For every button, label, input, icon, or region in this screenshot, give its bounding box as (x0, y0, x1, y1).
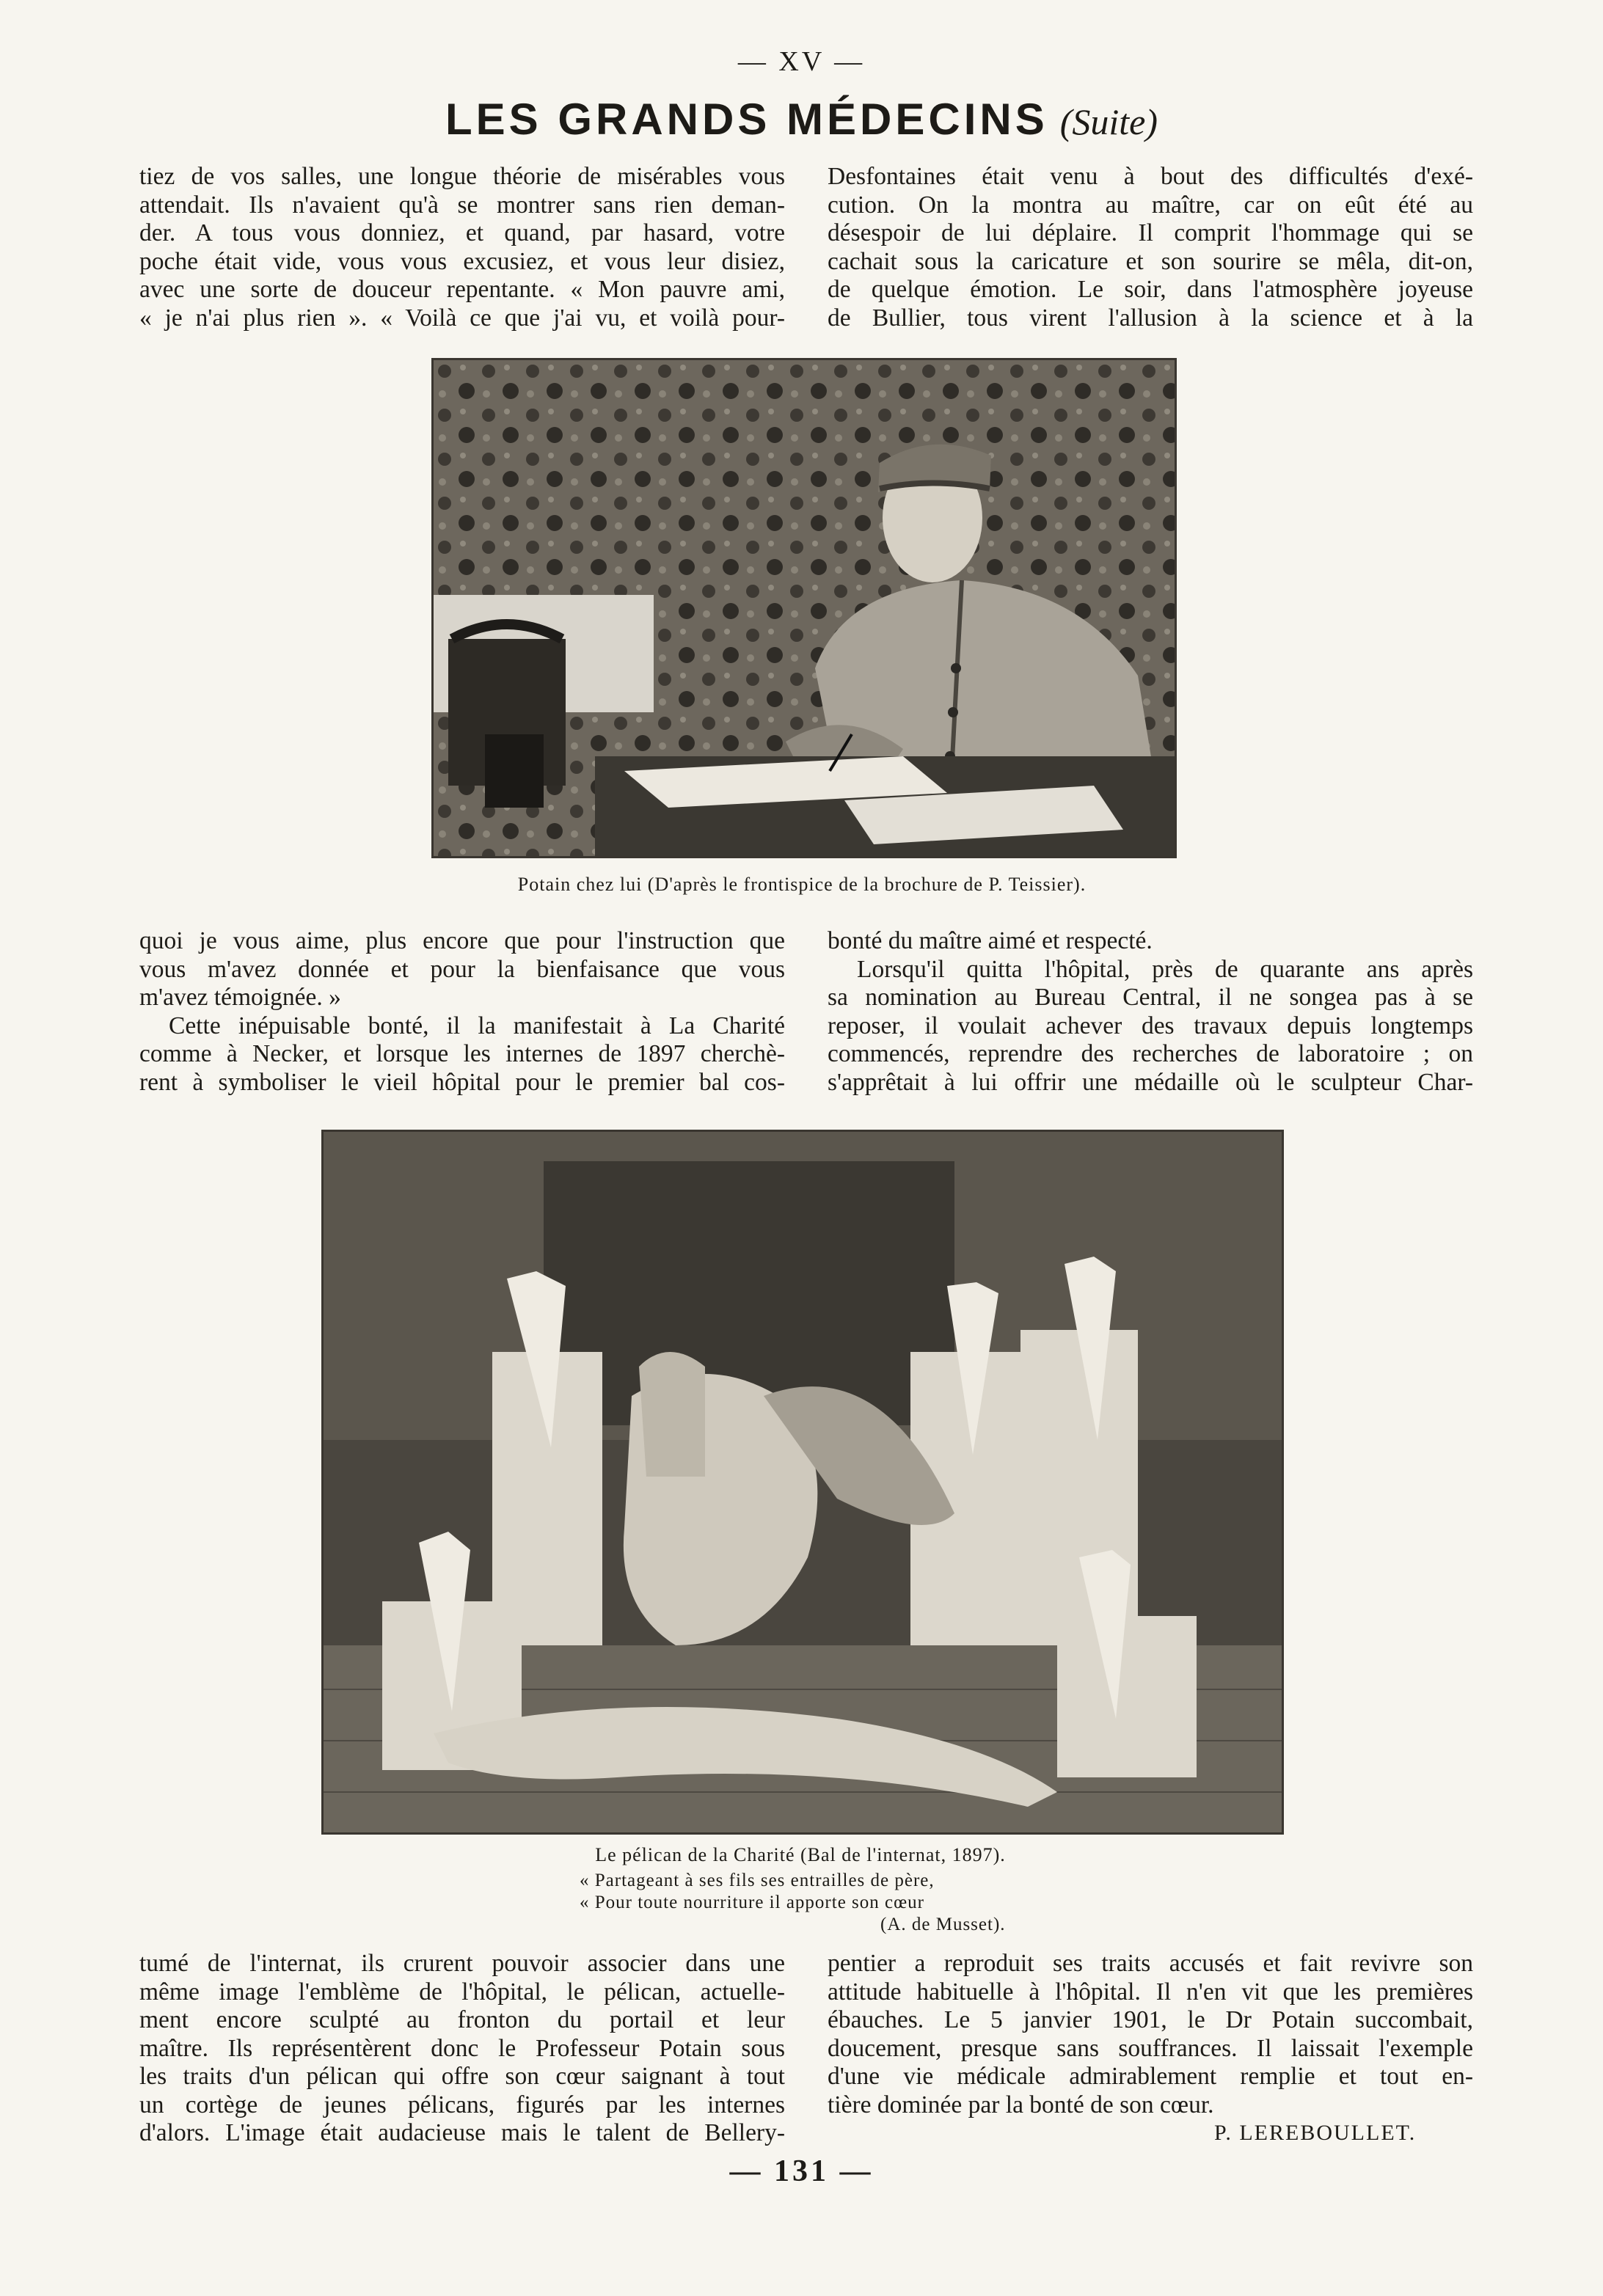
text-line: tière dominée par la bonté de son cœur. (828, 2091, 1214, 2118)
text-line: attendait. Ils n'avaient qu'à se montrer sans rien deman- (139, 191, 785, 219)
photo1-caption: Potain chez lui (D'après le frontispice de la brochure de P. Teissier). (517, 874, 1087, 895)
text-line: Lorsqu'il quitta l'hôpital, près de quarante ans après (857, 955, 1473, 983)
potain-portrait-illustration (434, 360, 1175, 856)
text-line: de Bullier, tous virent l'allusion à la science et à la (828, 304, 1473, 332)
text-line: s'apprêtait à lui offrir une médaille où le sculpteur Char- (828, 1068, 1473, 1096)
text-column-left-2 (139, 927, 785, 1097)
text-line: commencés, reprendre des recherches de laboratoire ; on (828, 1040, 1473, 1067)
text-line: même image l'emblème de l'hôpital, le pélican, actuelle- (139, 1978, 785, 2006)
section-number: — XV — (737, 46, 866, 77)
text-line: de quelque émotion. Le soir, dans l'atmosphère joyeuse (828, 276, 1473, 303)
text-line: les traits d'un pélican qui offre son cœur saignant à tout (139, 2063, 785, 2090)
text-line: Cette inépuisable bonté, il la manifestait à La Charité (169, 1012, 785, 1039)
page-number: — 131 — (729, 2154, 874, 2188)
author-signature: P. LEREBOULLET. (1214, 2121, 1417, 2145)
text-line: désespoir de lui déplaire. Il comprit l'hommage qui se (828, 219, 1473, 246)
pelican-scene-illustration (324, 1132, 1282, 1832)
text-line: quoi je vous aime, plus encore que pour l'instruction que (139, 927, 785, 954)
verse-line-1: « Partageant à ses fils ses entrailles de père, (580, 1871, 935, 1890)
text-column-right-1 (828, 163, 1473, 332)
pelican-scene-photo (321, 1130, 1284, 1835)
text-line: cution. On la montra au maître, car on eût été au (828, 191, 1473, 219)
text-line: reposer, il voulait achever des travaux depuis longtemps (828, 1012, 1473, 1039)
text-line: pentier a reproduit ses traits accusés et fait revivre son (828, 1950, 1473, 1977)
text-line: Desfontaines était venu à bout des difficultés d'exé- (828, 163, 1473, 190)
text-line: poche était vide, vous vous excusiez, et vous leur disiez, (139, 247, 785, 275)
text-column-right-2 (828, 927, 1473, 1097)
text-line: tiez de vos salles, une longue théorie de misérables vous (139, 163, 785, 190)
potain-portrait-photo (431, 358, 1177, 858)
verse-line-2: « Pour toute nourriture il apporte son cœur (580, 1893, 924, 1912)
text-line: attitude habituelle à l'hôpital. Il n'en vit que les premières (828, 1978, 1473, 2006)
text-column-right-3 (828, 1950, 1473, 2119)
text-line: bonté du maître aimé et respecté. (828, 927, 1153, 954)
text-line: rent à symboliser le vieil hôpital pour le premier bal cos- (139, 1068, 785, 1096)
text-line: vous m'avez donnée et pour la bienfaisance que vous (139, 955, 785, 983)
text-line: doucement, presque sans souffrances. Il laissait l'exemple (828, 2034, 1473, 2062)
text-column-left-3 (139, 1950, 785, 2148)
text-line: « je n'ai plus rien ». « Voilà ce que j'ai vu, et voilà pour- (139, 304, 785, 332)
title-suffix: (Suite) (1059, 101, 1158, 142)
text-line: cachait sous la caricature et son sourire se mêla, dit-on, (828, 247, 1473, 275)
text-line: avec une sorte de douceur repentante. « Mon pauvre ami, (139, 276, 785, 303)
text-line: d'alors. L'image était audacieuse mais le talent de Bellery- (139, 2119, 785, 2146)
verse-attribution: (A. de Musset). (880, 1915, 1006, 1934)
text-line: ébauches. Le 5 janvier 1901, le Dr Potain succombait, (828, 2006, 1473, 2033)
title-text: LES GRANDS MÉDECINS (445, 95, 1048, 144)
text-line: der. A tous vous donniez, et quand, par hasard, votre (139, 219, 785, 246)
text-line: m'avez témoignée. » (139, 984, 341, 1011)
text-column-left-1 (139, 163, 785, 332)
text-line: un cortège de jeunes pélicans, figurés par les internes (139, 2091, 785, 2118)
text-line: tumé de l'internat, ils crurent pouvoir associer dans une (139, 1950, 785, 1977)
photo2-caption: Le pélican de la Charité (Bal de l'internat, 1897). (595, 1844, 1006, 1865)
page-title (0, 94, 1603, 145)
text-line: ment encore sculpté au fronton du portail et leur (139, 2006, 785, 2033)
text-line: d'une vie médicale admirablement remplie et tout en- (828, 2063, 1473, 2090)
text-line: maître. Ils représentèrent donc le Professeur Potain sous (139, 2034, 785, 2062)
text-line: sa nomination au Bureau Central, il ne songea pas à se (828, 984, 1473, 1011)
text-line: comme à Necker, et lorsque les internes de 1897 cherchè- (139, 1040, 785, 1067)
